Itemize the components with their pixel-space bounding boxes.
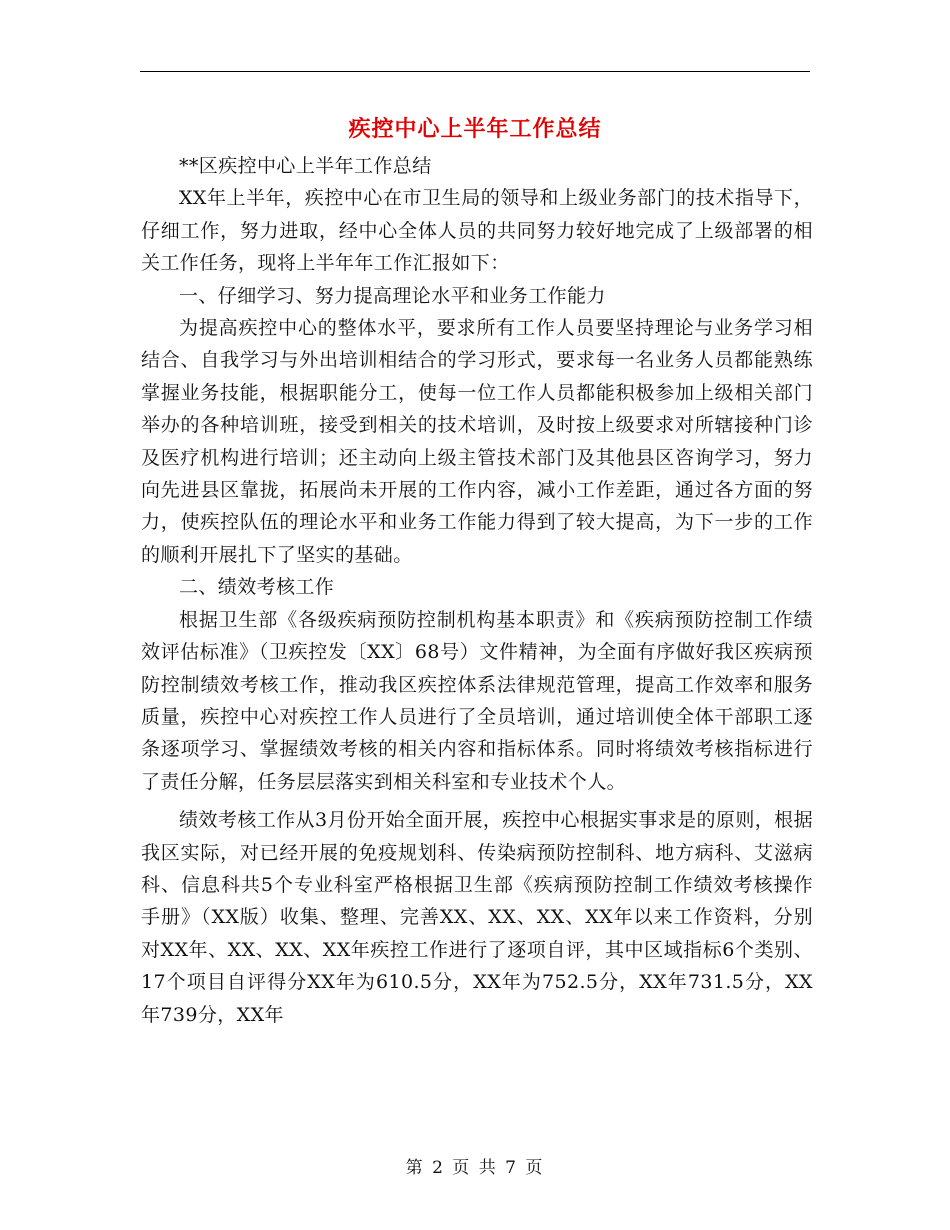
paragraph-performance-basis: 根据卫生部《各级疾病预防控制机构基本职责》和《疾病预防控制工作绩效评估标准》（卫疾控发〔XX〕68号）文件精神，为全面有序做好我区疾病预防控制绩效考核工作，推动我区疾控体系法律规范管理，提高工作效率和服务质量，疾控中心对疾控工作人员进行了全员培训，通过培训使全体干部职工逐条逐项学习、掌握绩效考核的相关内容和指标体系。同时将绩效考核指标进行了责任分解，任务层层落实到相关科室和专业技术个人。 bbox=[141, 608, 813, 793]
paragraph-intro: XX年上半年，疾控中心在市卫生局的领导和上级业务部门的技术指导下，仔细工作，努力进取，经中心全体人员的共同努力较好地完成了上级部署的相关工作任务，现将上半年年工作汇报如下： bbox=[141, 187, 813, 275]
paragraph-learning: 为提高疾控中心的整体水平，要求所有工作人员要坚持理论与业务学习相结合、自我学习与外出培训相结合的学习形式，要求每一名业务人员都能熟练掌握业务技能，根据职能分工，使每一位工作人员都能积极参加上级相关部门举办的各种培训班，接受到相关的技术培训，及时按上级要求对所辖接种门诊及医疗机构进行培训；还主动向上级主管技术部门及其他县区咨询学习，努力向先进县区靠拢，拓展尚未开展的工作内容，减小工作差距，通过各方面的努力，使疾控队伍的理论水平和业务工作能力得到了较大提高，为下一步的工作的顺利开展扎下了坚实的基础。 bbox=[141, 317, 813, 566]
header-rule bbox=[140, 71, 810, 72]
section-heading-2: 二、绩效考核工作 bbox=[179, 576, 335, 599]
document-body bbox=[141, 150, 813, 1031]
paragraph-subtitle: **区疾控中心上半年工作总结 bbox=[179, 155, 432, 177]
page-number: 第 2 页 共 7 页 bbox=[405, 1158, 545, 1178]
document-title: 疾控中心上半年工作总结 bbox=[348, 117, 602, 142]
paragraph-performance-progress: 绩效考核工作从3月份开始全面开展，疾控中心根据实事求是的原则，根据我区实际，对已经开展的免疫规划科、传染病预防控制科、地方病科、艾滋病科、信息科共5个专业科室严格根据卫生部《疾病预防控制工作绩效考核操作手册》（XX版）收集、整理、完善XX、XX、XX、XX年以来工作资料，分别对XX年、XX、XX、XX年疾控工作进行了逐项自评，其中区域指标6个类别、17个项目自评得分XX年为610.5分，XX年为752.5分，XX年731.5分，XX年739分，XX年 bbox=[141, 809, 813, 1026]
section-heading-1: 一、仔细学习、努力提高理论水平和业务工作能力 bbox=[179, 284, 606, 307]
